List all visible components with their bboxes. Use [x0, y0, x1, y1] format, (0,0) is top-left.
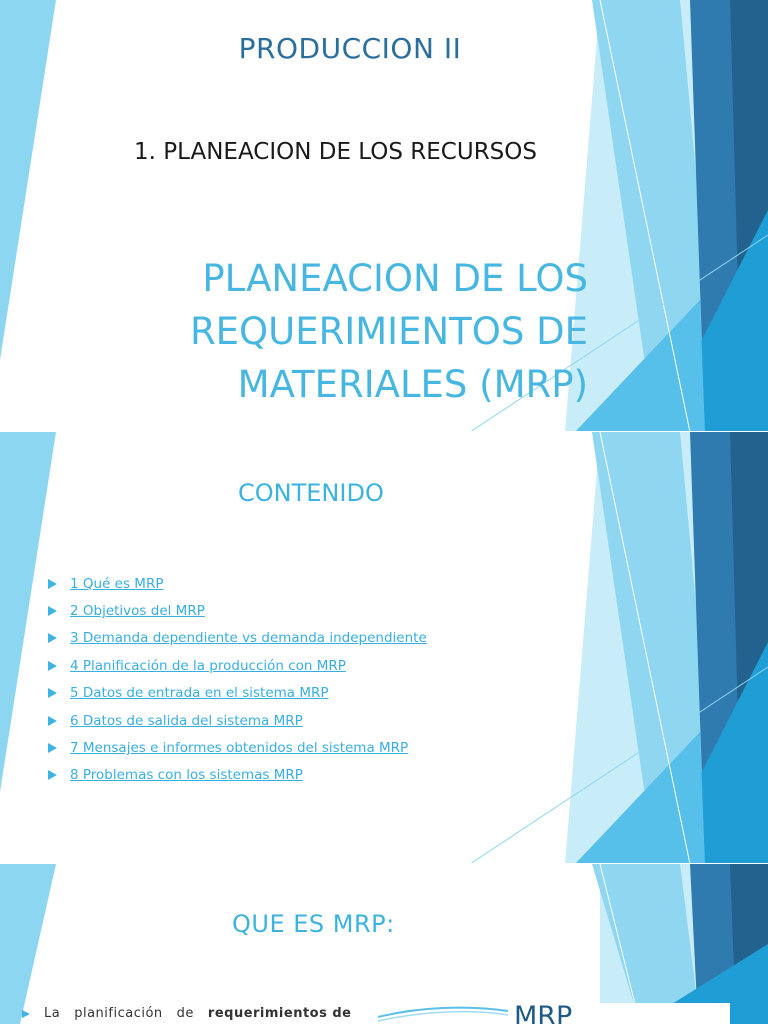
- toc-item: [48, 597, 427, 624]
- toc-link-2[interactable]: 2 Objetivos del MRP: [70, 603, 205, 620]
- text-word: La: [44, 1006, 61, 1021]
- triangle-right-icon: [48, 716, 57, 726]
- triangle-right-icon: [48, 606, 57, 616]
- triangle-right-icon: [48, 743, 57, 753]
- contents-heading: CONTENIDO: [238, 479, 384, 507]
- triangle-right-icon: [22, 1010, 30, 1018]
- toc-link-6[interactable]: 6 Datos de salida del sistema MRP: [70, 712, 303, 729]
- definition-paragraph: [22, 1006, 351, 1021]
- heading-line-3: MATERIALES (MRP): [237, 363, 588, 406]
- toc-link-8[interactable]: 8 Problemas con los sistemas MRP: [70, 767, 303, 784]
- triangle-right-icon: [48, 633, 57, 643]
- decorative-shapes: [0, 864, 768, 1024]
- toc-item: [48, 680, 427, 707]
- text-word: planificación: [74, 1006, 163, 1021]
- text-bold: requerimientos de: [207, 1006, 352, 1021]
- toc-item: [48, 707, 427, 734]
- section-heading: QUE ES MRP:: [232, 910, 395, 938]
- course-title: PRODUCCION II: [238, 32, 462, 65]
- image-label: MRP: [514, 1003, 573, 1024]
- slide-contents: [0, 432, 768, 864]
- triangle-right-icon: [48, 688, 57, 698]
- section-subtitle: 1. PLANEACION DE LOS RECURSOS: [134, 139, 537, 165]
- toc-item: [48, 762, 427, 789]
- toc-link-4[interactable]: 4 Planificación de la producción con MRP: [70, 657, 346, 674]
- toc-item: [48, 625, 427, 652]
- toc-link-7[interactable]: 7 Mensajes e informes obtenidos del sistema MRP: [70, 740, 409, 757]
- triangle-right-icon: [48, 579, 57, 589]
- text-word: de: [176, 1006, 194, 1021]
- triangle-right-icon: [48, 661, 57, 671]
- slide-title: [0, 0, 768, 432]
- toc-link-1[interactable]: 1 Qué es MRP: [70, 575, 164, 592]
- heading-line-1: PLANEACION DE LOS: [202, 257, 588, 300]
- table-of-contents: [48, 570, 427, 789]
- toc-item: [48, 652, 427, 679]
- toc-link-3[interactable]: 3 Demanda dependiente vs demanda independiente: [70, 630, 427, 647]
- slide-que-es-mrp: [0, 864, 768, 1024]
- toc-item: [48, 570, 427, 597]
- mrp-image: [378, 1003, 730, 1024]
- heading-line-2: REQUERIMIENTOS DE: [189, 310, 588, 353]
- toc-link-5[interactable]: 5 Datos de entrada en el sistema MRP: [70, 685, 329, 702]
- triangle-right-icon: [48, 770, 57, 780]
- toc-item: [48, 734, 427, 761]
- slide-heading: [190, 252, 588, 411]
